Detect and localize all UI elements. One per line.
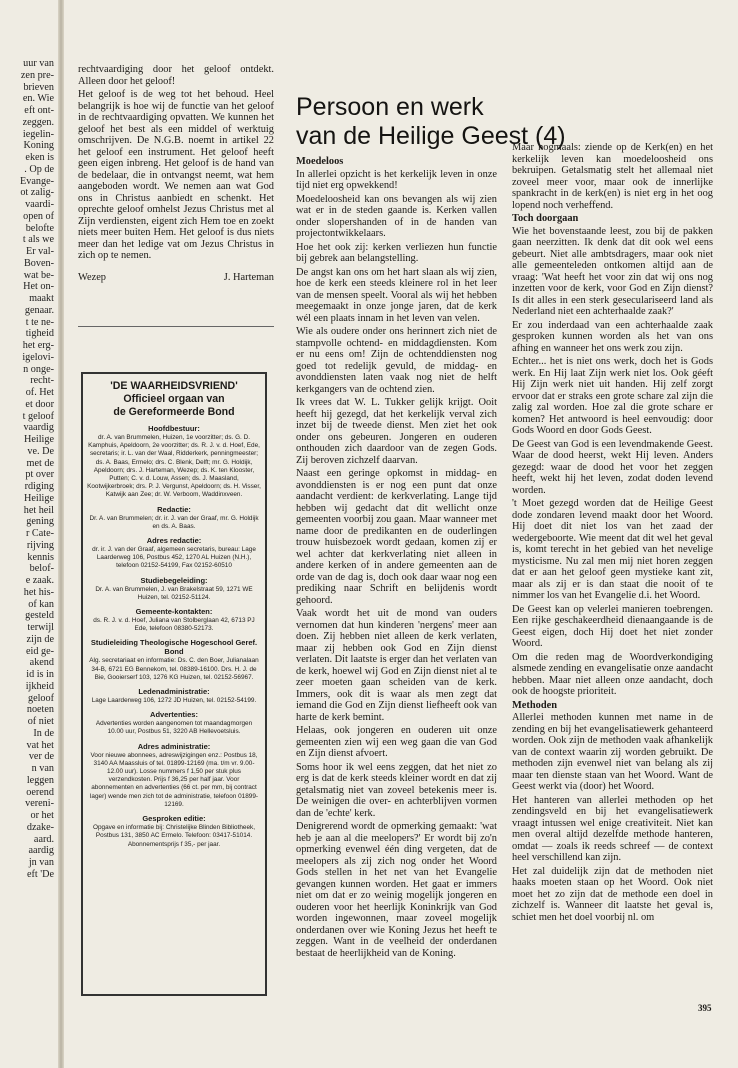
edge-line: Boven-: [24, 257, 54, 269]
colophon-text: Dr. A. van Brummelen; dr. ir. J. van der Graaf, mr. G. Holdijk en ds. A. Baas.: [89, 514, 259, 530]
edge-line: of. Het: [25, 387, 54, 398]
edge-line: oerend: [26, 786, 54, 798]
edge-line: In de: [33, 727, 54, 739]
edge-line: open of: [23, 210, 54, 222]
edge-line: geloof: [27, 692, 54, 704]
title-line: Persoon en werk: [296, 93, 484, 121]
edge-line: noeten: [26, 704, 54, 716]
section-heading: Methoden: [512, 699, 558, 711]
paragraph: Er zou inderdaad van een achterhaalde zaak gesproken kunnen worden als het van ons afhing en wanneer het ons werk zou zijn.: [512, 319, 713, 354]
colophon-heading: Gemeente-kontakten:: [135, 607, 213, 617]
paragraph: Om die reden mag de Woordverkondiging alsmede zending en evangelisatie onze aandacht hebben. Maar niet alleen onze aandacht, doch ook de hoogste prioriteit.: [512, 651, 713, 697]
colophon-text: Advertenties worden aangenomen tot maandagmorgen 10.00 uur, Postbus 51, 3220 AB Hellevoetsluis.: [95, 720, 253, 736]
section-heading: Moedeloos: [296, 156, 344, 167]
colophon-text: Lage Laarderweg 106, 1272 JD Huizen, tel. 02152-54199.: [91, 697, 257, 705]
column-3: [512, 142, 713, 925]
edge-line: terwijl: [27, 622, 54, 633]
previous-page-edge-text: [0, 58, 54, 1018]
colophon-title: [87, 380, 261, 419]
paragraph: De Geest kan op velerlei manieren toebrengen. Een rijke geschakeerdheid dienaangaande is de Geest eigen, doch Hij doet het niet zonder Woord.: [512, 603, 713, 649]
paragraph: Hoe het ook zij: kerken verliezen hun functie bij gebrek aan belangstelling.: [296, 241, 497, 264]
edge-line: kennis: [27, 551, 54, 563]
paragraph: Denigrerend wordt de opmerking gemaakt: 'wat heb je aan al die meelopers?' Er wordt bij zo'n opmerking evenwel één ding vergeten, dat de meelopers als zij zich nog onder het Woord Gods stellen in het net van het Evangelie gevangen kunnen worden. Het gaat er immers niet om dat er zo weinig mogelijk jongeren en ouderen voor het heerlijk Koninkrijk van God worden ingewonnen, maar zoveel mogelijk onderdanen over wie Koning Jezus het heeft te zeggen. Want in de veelheid der onderdanen bestaat de heerlijkheid van de Koning.: [296, 821, 497, 959]
signature-place: Wezep: [78, 271, 107, 283]
colophon-title-line: 'DE WAARHEIDSVRIEND': [110, 380, 238, 392]
column-1: [78, 64, 274, 283]
edge-line: vaardi-: [25, 199, 54, 210]
edge-line: ver de: [28, 751, 54, 763]
colophon-box: [81, 372, 267, 996]
edge-line: en. Wie: [22, 93, 54, 105]
edge-line: zeggen.: [22, 116, 54, 128]
edge-line: n van: [31, 763, 54, 774]
column-1-rule: [78, 326, 274, 327]
edge-line: wat be-: [23, 269, 54, 281]
edge-line: eft 'De: [26, 868, 54, 880]
edge-line: Er val-: [25, 246, 54, 257]
edge-line: et door: [25, 398, 54, 410]
paragraph: De angst kan ons om het hart slaan als wij zien, hoe de kerk een steeds kleinere rol in het leer van de mensen speelt. Vooral als wij het hebben meegemaakt in onze jonge jaren, dat de kerk wél een plaats innam in het leven van velen.: [296, 266, 497, 324]
edge-line: of niet: [27, 716, 54, 727]
edge-line: vereni-: [25, 798, 54, 810]
paragraph: Moedeloosheid kan ons bevangen als wij zien wat er in de steden gaande is. Kerken vallen onder slopershanden of in de handen van projectontwikkelaars.: [296, 193, 497, 239]
edge-line: Evange-: [20, 175, 54, 187]
paragraph: Wie het bovenstaande leest, zou bij de pakken gaan neerzitten. Ik denk dat dit ook wel eens gebeurt. Niet alle ambtsdragers, maar ook niet alle gemeenteleden ontkomen altijd aan de vraag: 'Wat heeft het voor zin dat wij ons nog inzetten voor de kerk, voor God en Zijn dienst? Is dit alles in een sterk geseculariseerd land als Nederland niet een achterhaalde zaak?': [512, 225, 713, 317]
edge-line: igelovi-: [22, 351, 54, 363]
edge-line: belof-: [29, 563, 54, 575]
column-1-text: [78, 64, 274, 262]
edge-line: Het on-: [23, 281, 54, 293]
paragraph: In allerlei opzicht is het kerkelijk leven in onze tijd niet erg opwekkend!: [296, 168, 497, 191]
colophon-text: ds. R. J. v. d. Hoef, Juliana van Stolberglaan 42, 6713 PJ Ede, telefoon 08380-52173.: [93, 617, 255, 633]
paragraph: Soms hoor ik wel eens zeggen, dat het niet zo erg is dat de kerk steeds kleiner wordt en dat zij getalsmatig niet van zoveel betekenis meer is. De weinigen die over- en achterblijven vormen dan de 'echte' kerk.: [296, 761, 497, 819]
edge-line: eft ont-: [24, 105, 54, 116]
edge-line: iegelin-: [22, 128, 54, 140]
edge-line: or het: [30, 810, 54, 821]
edge-line: of kan: [28, 598, 54, 610]
edge-line: id is in: [26, 669, 54, 680]
edge-line: genaar.: [24, 304, 54, 316]
colophon-text: dr. A. van Brummelen, Huizen, 1e voorzitter; ds. G. D. Kamphuis, Apeldoorn, 2e voorzitter; ds. R. J. v. d. Hoef, Ede, secretaris; ir. L. van der Waal, Ridderkerk, penningmeester; ds. A. Baas, Ermelo; drs. C. Blenk, Delft; mr. G. Holdijk, Apeldoorn; drs. J. Harteman, Wezep; ds. K. ten Klooster, Putten; C. v. d. Louw, Assen; ds. J. Maasland, Kootwijkerbroek; drs. P. J. Vergunst, Apeldoorn; ds. H. Visser, Katwijk aan Zee; dr. W. Verboom, Waddinxveen.: [87, 434, 261, 499]
colophon-heading: Studieleiding Theologische Hogeschool Geref. Bond: [90, 638, 258, 657]
paragraph: Wie als oudere onder ons herinnert zich niet de stampvolle ochtend- en middagdiensten. Kom er nu eens om! Zijn de ochtenddiensten nog goed tot redelijk gevuld, de middag- en avonddiensten laten vaak nog niet de helft kerkgangers van de ochtend zien.: [296, 326, 497, 395]
paragraph: Helaas, ook jongeren en ouderen uit onze gemeenten zien wij een weg gaan die van God en Zijn dienst afvoert.: [296, 725, 497, 759]
edge-line: Koning: [23, 140, 54, 152]
paragraph: rechtvaardiging door het geloof ontdekt. Alleen door het geloof!: [78, 64, 274, 87]
edge-line: zen pre-: [20, 69, 54, 81]
edge-line: eid ge-: [25, 645, 54, 657]
edge-line: . Op de: [24, 163, 54, 175]
colophon-heading: Ledenadministratie:: [138, 687, 210, 697]
colophon-heading: Adres administratie:: [137, 741, 211, 751]
colophon-text: Opgave en informatie bij: Christelijke Blinden Bibliotheek, Postbus 131, 3850 AC Ermelo. Telefoon: 03417-51014. Abonnementsprijs f 35,- per jaar.: [93, 824, 255, 848]
edge-line: t geloof: [22, 410, 54, 422]
edge-line: dzake-: [26, 821, 54, 833]
colophon-heading: Gesproken editie:: [142, 814, 206, 824]
edge-line: maakt: [29, 293, 54, 304]
edge-line: jn van: [28, 857, 54, 868]
edge-line: gesteld: [25, 610, 54, 622]
edge-line: het heil: [23, 504, 54, 516]
edge-line: ot zalig-: [20, 187, 54, 199]
edge-line: e zaak.: [25, 575, 54, 586]
edge-line: Heilige: [24, 492, 54, 504]
paragraph: 't Moet gezegd worden dat de Heilige Geest dode zondaren levend maakt door het Woord. Hij doet dit niet los van het zaad der wedergeboorte. Wie meent dat dit wel het geval is, komt terecht in het gebied van het nevelige mysticisme. Nu zal men mij niet horen zeggen dat er aan het geloof geen mystieke kant zit, maar als zij er is dan staat die nooit of te nimmer los van het Evangelie d.i. het Woord.: [512, 498, 713, 601]
paragraph: Het geloof is de weg tot het behoud. Heel belangrijk is hoe wij de functie van het geloof in de rechtvaardiging opvatten. We kunnen het geloof het best als een middel of werktuig omschrijven. De N.G.B. noemt in artikel 22 het geloof een instrument. Het geloof heeft geen eigen inbreng. Het geloof is de hand van de bedelaar, die in ontvangst neemt, wat hem aangeboden wordt. We nemen aan wat God ons in Christus aanbiedt en schenkt. Het oprechte geloof omhelst Jezus Christus met al Zijn verdiensten, eigent zich Hem toe en zoekt niets meer buiten Hem. Het geloof is dus niets meer dan het ledige vat om Jezus Christus in zich op te nemen.: [78, 89, 274, 261]
edge-line: n onge-: [23, 363, 54, 375]
signature: [78, 272, 274, 284]
edge-line: leggen: [26, 774, 54, 786]
colophon-heading: Hoofdbestuur:: [148, 424, 200, 433]
paragraph: Vaak wordt het uit de mond van ouders vernomen dat hun kinderen 'nergens' meer aan doen. Zij hebben niet alleen de kerk verlaten, maar zij hebben ook God en Zijn dienst verlaten. Dit laatste is erger dan het verlaten van de kerk, hoewel wij God en Zijn dienst niet al te zeer moeten gaan scheiden van de kerk. Immers, ook dit is waar als men zegt dat iemand die God en Zijn dienst liefheeft ook van harte de kerk bemint.: [296, 608, 497, 723]
edge-line: belofte: [25, 222, 54, 234]
edge-line: akend: [29, 657, 54, 669]
edge-line: het erg-: [22, 340, 54, 351]
edge-line: brieven: [23, 81, 54, 93]
colophon-heading: Redactie:: [157, 504, 191, 514]
colophon-heading: Advertenties:: [150, 710, 198, 720]
colophon-text: Alg. secretariaat en informatie: Ds. C. den Boer, Julianalaan 34-B, 6721 EG Bennekom, tel. 08389-16100. Drs. H. J. de Bie, Gooierserf 103, 1276 KG Huizen, tel. 02152-56967.: [89, 657, 259, 681]
edge-line: uur van: [23, 58, 54, 69]
colophon-text: Voor nieuwe abonnees, adreswijzigingen enz.: Postbus 18, 3140 AA Maassluis of tel. 01899-12169 (ma. t/m vr. 9.00-12.00 uur). Losse nummers f 1,50 per stuk plus verzendkosten. Prijs f 36,25 per half jaar. Voor abonnementen en advertenties (66 ct. per mm, bij contract lager) wende men zich tot de administratie, telefoon 01899-12169.: [89, 751, 259, 808]
title-line: van de Heilige Geest (4): [296, 122, 566, 150]
paragraph: Maar nogmaals: ziende op de Kerk(en) en het kerkelijk leven kan moedeloosheid ons bekruipen. Getalsmatig stelt het allemaal niet zoveel meer voor, maar ook de innerlijke spankracht in de kerk(en) is niet erg in het oog lopend noch verheffend.: [512, 142, 713, 211]
edge-line: het his-: [23, 586, 54, 598]
colophon-title-line: Officieel orgaan van: [123, 393, 225, 405]
edge-line: tigheid: [25, 328, 54, 340]
paragraph: Naast een geringe opkomst in middag- en avonddiensten is er nog een punt dat onze aandacht verdient: de kerkverlating. Lange tijd hebben wij gedacht dat dit wellicht onze gemeenten voorbij zou gaan. Maar wanneer met name door de predikanten en de ouderlingen trouw huisbezoek wordt gedaan, komen zij er wel achter dat kerkverlating niet alleen in andere kerken of in andere gemeenten aan de orde van de dag is, doch ook daar waar nog een prediking naar Schrift en belijdenis wordt gehoord.: [296, 468, 497, 606]
paragraph: De Geest van God is een levendmakende Geest. Waar de dood heerst, wekt Hij leven. Anders gezegd: waar de dood het voor het zeggen heeft, wekt hij het leven, zodat doden levend worden.: [512, 438, 713, 496]
colophon-title-line: de Gereformeerde Bond: [113, 406, 235, 418]
edge-line: vat het: [26, 739, 54, 751]
edge-line: recht-: [30, 375, 54, 387]
edge-line: gening: [26, 516, 54, 528]
paragraph: Ik vrees dat W. L. Tukker gelijk krijgt. Ooit heeft hij gezegd, dat het kerkelijk verval zich inzet bij de tweede dienst. Men ziet het ook onder ons gebeuren. Jongeren en ouderen onthouden zich daardoor van de zegen Gods. Zij beroven zichzelf daarvan.: [296, 397, 497, 466]
edge-line: zijn de: [26, 633, 54, 645]
edge-line: rdiging: [24, 481, 54, 492]
edge-line: eken is: [25, 152, 54, 163]
section-heading: Toch doorgaan: [512, 213, 579, 224]
edge-line: Heilige: [24, 434, 54, 445]
edge-line: met de: [26, 457, 54, 469]
binding-gutter: [58, 0, 64, 1068]
colophon-text: dr. ir. J. van der Graaf, algemeen secretaris, bureau: Lage Laarderweg 106, Postbus 452, 1270 AL Huizen (N.H.), telefoon 02152-54199, Fax 02152-60510: [92, 546, 256, 570]
colophon-sections: [87, 424, 261, 849]
edge-line: t te ne-: [25, 316, 54, 328]
edge-line: r Cate-: [25, 528, 54, 539]
page-number: 395: [698, 1003, 712, 1013]
edge-line: ijkheid: [25, 680, 54, 692]
paragraph: Het hanteren van allerlei methoden op het zendingsveld en bij het evangelisatiewerk vraagt intussen wel enige creativiteit. Niet kan men overal altijd dezelfde methode hanteren, omdat — zoals ik reeds schreef — de context heel verschillend kan zijn.: [512, 794, 713, 863]
edge-line: ve. De: [27, 445, 54, 457]
colophon-text: Dr. A. van Brummelen, J. van Brakelstraat 59, 1271 WE Huizen, tel. 02152-51124.: [95, 585, 253, 601]
edge-line: rijving: [26, 539, 54, 551]
column-2: [296, 154, 497, 961]
edge-line: aardig: [28, 845, 54, 857]
paragraph: Het zal duidelijk zijn dat de methoden niet haaks moeten staan op het Woord. Ook niet moet het zo zijn dat de methode een doel in zichzelf is. Wanneer dit laatste het geval is, schiet men het doel voorbij nl. om: [512, 865, 713, 923]
colophon-heading: Adres redactie:: [146, 536, 202, 546]
colophon-heading: Studiebegeleiding:: [140, 575, 208, 585]
edge-line: aard.: [33, 833, 54, 845]
paragraph: Allerlei methoden kunnen met name in de zending en bij het evangelisatiewerk gehanteerd worden. Ook zijn de methoden vaak afhankelijk van de context waarin zij worden gebruikt. De methoden zijn evenwel niet van belang als zij maar ten dienste staan van het Woord. Want de Geest werkt via (door) het Woord.: [512, 712, 713, 792]
edge-line: t als we: [22, 234, 54, 246]
paragraph: Echter... het is niet ons werk, doch het is Gods werk. En Hij laat Zijn werk niet los. Ook géeft Hij Zijn werk niet uit handen. Hij zelf zorgt ervoor dat er straks een grote schare zal zijn die zalig zal worden. Hoe zal die grote schare er komen? Het antwoord is heel eenvoudig: door Gods Woord en door Gods Geest.: [512, 356, 713, 436]
signature-author: J. Harteman: [223, 271, 274, 283]
edge-line: pt over: [25, 469, 54, 481]
edge-line: vaardig: [23, 422, 54, 434]
